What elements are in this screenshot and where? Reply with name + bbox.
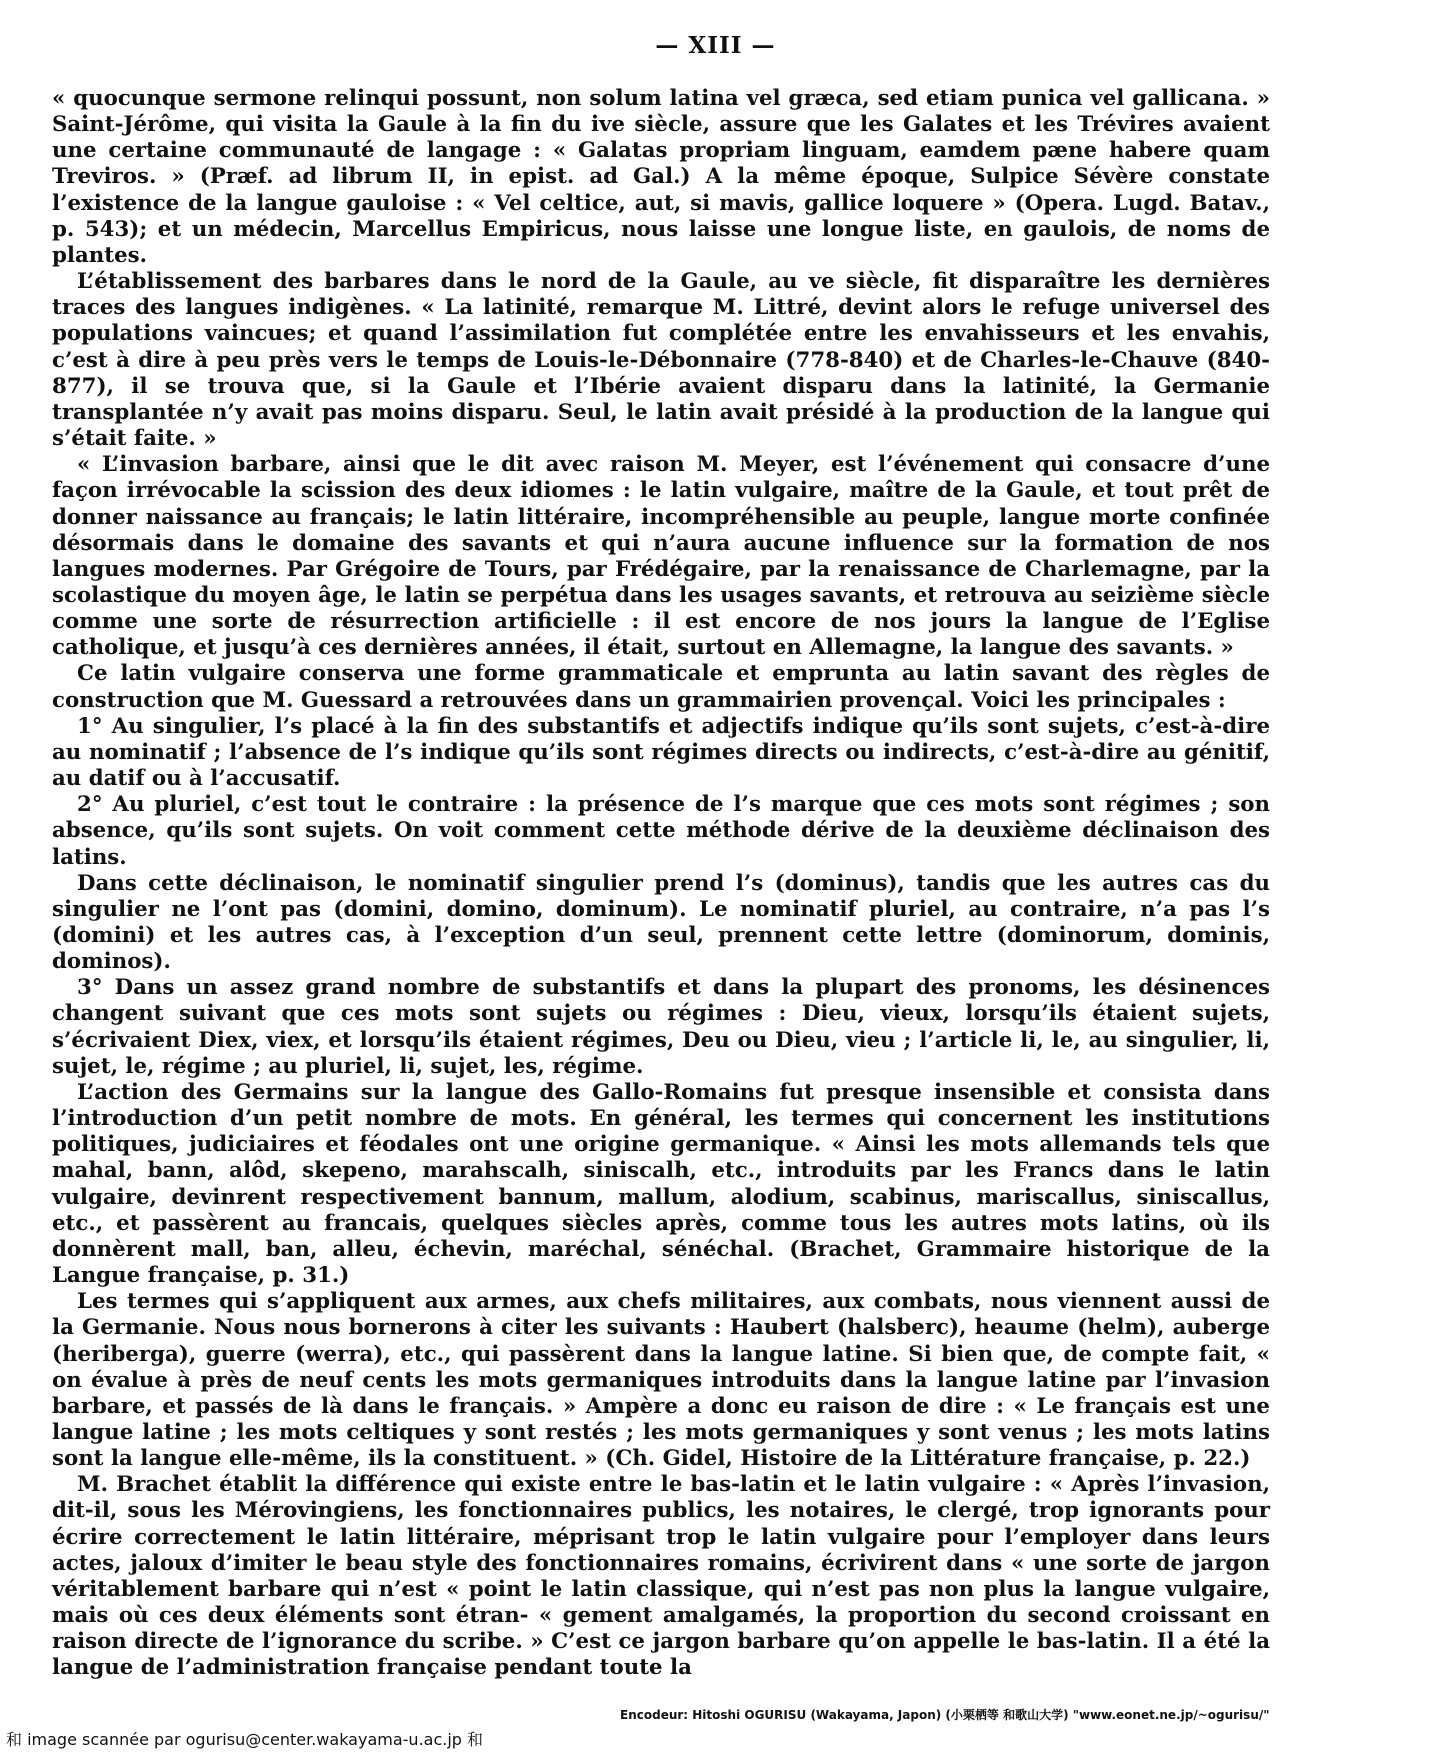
paragraph-3: « L’invasion barbare, ainsi que le dit avec raison M. Meyer, est l’événement qui consacre d’une façon irrévocable la scission des deux idiomes : le latin vulgaire, maître de la Gaule, et tout prêt de donner naissance au français; le latin littéraire, incompréhensible au peuple, langue morte confinée désormais dans le domaine des savants et qui n’aura aucune influence sur la formation de nos langues modernes. Par Grégoire de Tours, par Frédégaire, par la renaissance de Charlemagne, par la scolastique du moyen âge, le latin se perpétua dans les usages savants, et retrouva au seizième siècle comme une sorte de résurrection artificielle : il est encore de nos jours la langue de l’Eglise catholique, et jusqu’à ces dernières années, il était, surtout en Allemagne, la langue des savants. » (52, 452, 1270, 661)
paragraph-4: Ce latin vulgaire conserva une forme grammaticale et emprunta au latin savant des règles de construction que M. Guessard a retrouvées dans un grammairien provençal. Voici les principales : (52, 661, 1270, 713)
paragraph-2: L’établissement des barbares dans le nord de la Gaule, au ve siècle, fit disparaître les dernières traces des langues indigènes. « La latinité, remarque M. Littré, devint alors le refuge universel des populations vaincues; et quand l’assimilation fut complétée entre les envahisseurs et les envahis, c’est à dire à peu près vers le temps de Louis-le-Débonnaire (778-840) et de Charles-le-Chauve (840-877), il se trouva que, si la Gaule et l’Ibérie avaient disparu dans la latinité, la Germanie transplantée n’y avait pas moins disparu. Seul, le latin avait présidé à la production de la langue qui s’était faite. » (52, 269, 1270, 452)
scan-credit: 和 image scannée par ogurisu@center.wakayama-u.ac.jp 和 (6, 1730, 484, 1749)
paragraph-10: Les termes qui s’appliquent aux armes, aux chefs militaires, aux combats, nous viennent aussi de la Germanie. Nous nous bornerons à citer les suivants : Haubert (halsberc), heaume (helm), auberge (heriberga), guerre (werra), etc., qui passèrent dans la langue latine. Si bien que, de compte fait, « on évalue à près de neuf cents les mots germaniques introduits dans la langue latine par l’invasion barbare, et passés de là dans le français. » Ampère a donc eu raison de dire : « Le français est une langue latine ; les mots celtiques y sont restés ; les mots germaniques y sont venus ; les mots latins sont la langue elle-même, ils la constituent. » (Ch. Gidel, Histoire de la Littérature française, p. 22.) (52, 1289, 1270, 1472)
page-number: — XIII — (655, 32, 776, 59)
paragraph-9: L’action des Germains sur la langue des Gallo-Romains fut presque insensible et consista dans l’introduction d’un petit nombre de mots. En général, les termes qui concernent les institutions politiques, judiciaires et féodales ont une origine germanique. « Ainsi les mots allemands tels que mahal, bann, alôd, skepeno, marahscalh, siniscalh, etc., introduits par les Francs dans le latin vulgaire, devinrent respectivement bannum, mallum, alodium, scabinus, mariscallus, siniscallus, etc., et passèrent au francais, quelques siècles après, comme tous les autres mots latins, où ils donnèrent mall, ban, alleu, échevin, maréchal, sénéchal. (Brachet, Grammaire historique de la Langue française, p. 31.) (52, 1079, 1270, 1289)
paragraph-6: 2° Au pluriel, c’est tout le contraire : la présence de l’s marque que ces mots sont régimes ; son absence, qu’ils sont sujets. On voit comment cette méthode dérive de la deuxième déclinaison des latins. (52, 792, 1270, 870)
body-text (52, 86, 1270, 1682)
encoder-credit: Encodeur: Hitoshi OGURISU (Wakayama, Japon) (小栗栖等 和歌山大学) "www.eonet.ne.jp/~ogurisu/" (620, 1708, 1270, 1722)
paragraph-7: Dans cette déclinaison, le nominatif singulier prend l’s (dominus), tandis que les autres cas du singulier ne l’ont pas (domini, domino, dominum). Le nominatif pluriel, au contraire, n’a pas l’s (domini) et les autres cas, à l’exception d’un seul, prennent cette lettre (dominorum, dominis, dominos). (52, 870, 1270, 975)
paragraph-5: 1° Au singulier, l’s placé à la fin des substantifs et adjectifs indique qu’ils sont sujets, c’est-à-dire au nominatif ; l’absence de l’s indique qu’ils sont régimes directs ou indirects, c’est-à-dire au génitif, au datif ou à l’accusatif. (52, 713, 1270, 792)
paragraph-8: 3° Dans un assez grand nombre de substantifs et dans la plupart des pronoms, les désinences changent suivant que ces mots sont sujets ou régimes : Dieu, vieux, lorsqu’ils étaient sujets, s’écrivaient Diex, viex, et lorsqu’ils étaient régimes, Deu ou Dieu, vieu ; l’article li, le, au singulier, li, sujet, le, régime ; au pluriel, li, sujet, les, régime. (52, 975, 1270, 1079)
paragraph-11: M. Brachet établit la différence qui existe entre le bas-latin et le latin vulgaire : « Après l’invasion, dit-il, sous les Mérovingiens, les fonctionnaires publics, les notaires, le clergé, trop ignorants pour écrire correctement le latin littéraire, méprisant trop le latin vulgaire pour l’employer dans leurs actes, jaloux d’imiter le beau style des fonctionnaires romains, écrivirent dans « une sorte de jargon véritablement barbare qui n’est « point le latin classique, qui n’est pas non plus la langue vulgaire, mais où ces deux éléments sont étran- « gement amalgamés, la proportion du second croissant en raison directe de l’ignorance du scribe. » C’est ce jargon barbare qu’on appelle le bas-latin. Il a été la langue de l’administration française pendant toute la (52, 1472, 1270, 1681)
paragraph-1: « quocunque sermone relinqui possunt, non solum latina vel græca, sed etiam punica vel gallicana. » Saint-Jérôme, qui visita la Gaule à la fin du ive siècle, assure que les Galates et les Trévires avaient une certaine communauté de langage : « Galatas propriam linguam, eamdem pæne habere quam Treviros. » (Præf. ad librum II, in epist. ad Gal.) A la même époque, Sulpice Sévère constate l’existence de la langue gauloise : « Vel celtice, aut, si mavis, gallice loquere » (Opera. Lugd. Batav., p. 543); et un médecin, Marcellus Empiricus, nous laisse une longue liste, en gaulois, de noms de plantes. (52, 86, 1270, 268)
